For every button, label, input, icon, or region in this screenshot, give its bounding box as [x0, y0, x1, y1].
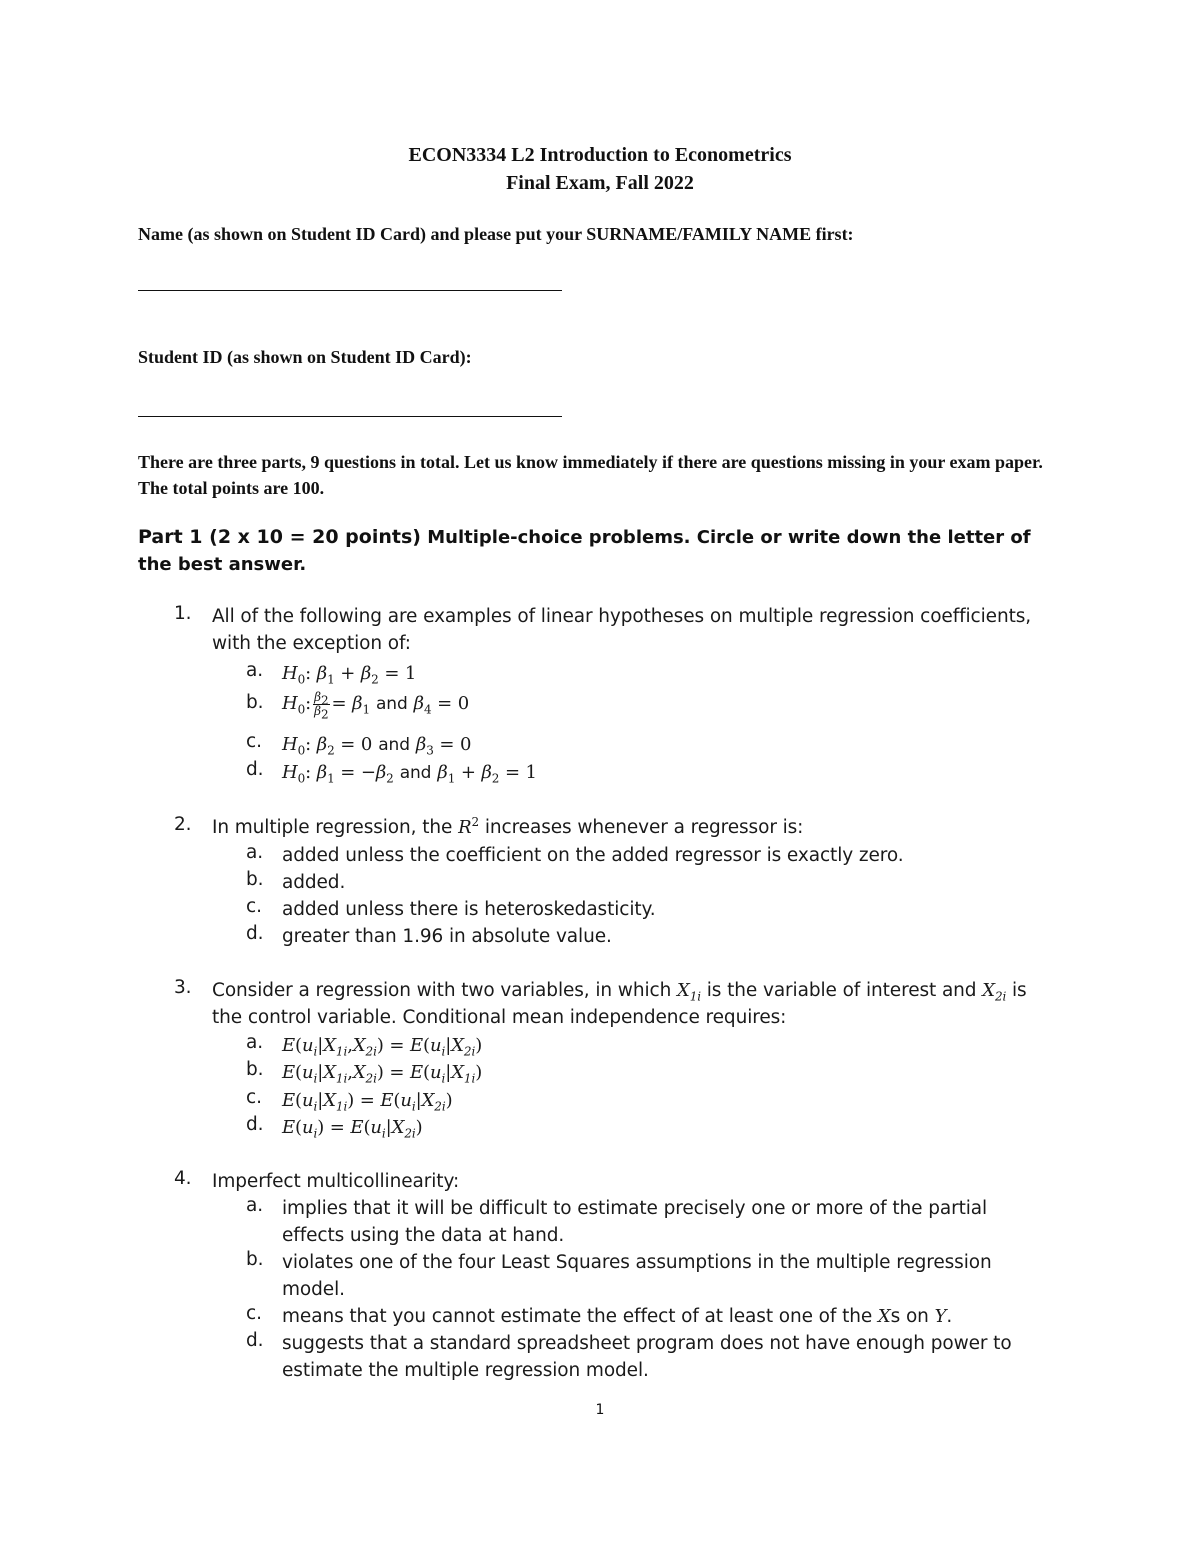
name-prompt: Name (as shown on Student ID Card) and please put your SURNAME/FAMILY NAME first: — [138, 224, 854, 244]
option-letter: a. — [246, 1032, 264, 1053]
question-text: Imperfect multicollinearity: — [212, 1171, 460, 1192]
option-1b-math: $H_0$: $\frac{\beta_2}{\beta_2}$ = $\beta_1$ and $\beta_4 = 0$ — [282, 689, 470, 721]
option-letter: d. — [246, 1330, 264, 1351]
name-blank-line[interactable] — [138, 290, 562, 291]
student-id-prompt: Student ID (as shown on Student ID Card): — [138, 347, 472, 367]
exam-instructions: There are three parts, 9 questions in total. Let us know immediately if there are questions missing in your exam paper. The total points are 100. — [138, 452, 1043, 498]
option-text: added unless there is heteroskedasticity. — [282, 899, 656, 920]
question-number: 2. — [174, 814, 192, 835]
course-title: ECON3334 L2 Introduction to Econometrics — [408, 144, 792, 166]
question-text: In multiple regression, the $R^2$ increases whenever a regressor is: — [212, 815, 804, 838]
option-text: greater than 1.96 in absolute value. — [282, 926, 612, 947]
question-number: 1. — [174, 603, 192, 624]
question-number: 3. — [174, 977, 192, 998]
question-number: 4. — [174, 1168, 192, 1189]
option-letter: c. — [246, 896, 262, 917]
option-text: added. — [282, 872, 346, 893]
and-word: and — [399, 763, 432, 783]
option-3c-math: $E(u_i|X_{1i}) = E(u_i|X_{2i})$ — [282, 1090, 453, 1114]
part1-title: Part 1 (2 x 10 = 20 points) — [138, 526, 421, 548]
option-letter: b. — [246, 869, 264, 890]
page-number: 1 — [595, 1402, 605, 1418]
question-text: All of the following are examples of linear hypotheses on multiple regression coefficients, with the exception of: — [212, 606, 1032, 654]
option-3d-math: $E(u_i) = E(u_i|X_{2i})$ — [282, 1117, 423, 1141]
part1-description: Multiple-choice problems. Circle or write down the letter of the best answer. — [138, 527, 1031, 575]
option-letter: b. — [246, 692, 264, 713]
option-3a-math: $E(u_i|X_{1i},X_{2i}) = E(u_i|X_{2i})$ — [282, 1035, 483, 1059]
option-letter: d. — [246, 759, 264, 780]
option-3b-math: $E(u_i|X_{1i},X_{2i}) = E(u_i|X_{1i})$ — [282, 1062, 483, 1086]
student-id-blank-line[interactable] — [138, 416, 562, 417]
option-letter: d. — [246, 1114, 264, 1135]
option-text: added unless the coefficient on the added regressor is exactly zero. — [282, 845, 904, 866]
and-word: and — [375, 694, 408, 714]
option-letter: a. — [246, 1195, 264, 1216]
option-letter: c. — [246, 1087, 262, 1108]
option-letter: c. — [246, 731, 262, 752]
question-text: Consider a regression with two variables, in which $X_{1i}$ is the variable of interest and $X_{2i}$ is the control variable. Conditional mean independence requires: — [212, 980, 1027, 1028]
option-letter: b. — [246, 1059, 264, 1080]
option-letter: b. — [246, 1249, 264, 1270]
option-letter: c. — [246, 1303, 262, 1324]
option-letter: d. — [246, 923, 264, 944]
option-1c-math: $H_0$: $\beta_2 = 0$ and $\beta_3 = 0$ — [282, 734, 472, 758]
option-letter: a. — [246, 660, 264, 681]
option-text: implies that it will be difficult to estimate precisely one or more of the partial effects using the data at hand. — [282, 1198, 988, 1246]
option-text: suggests that a standard spreadsheet program does not have enough power to estimate the multiple regression model. — [282, 1333, 1012, 1381]
option-1d-math: $H_0$: $\beta_1 = -\beta_2$ and $\beta_1 + \beta_2 = 1$ — [282, 762, 537, 786]
option-text: violates one of the four Least Squares assumptions in the multiple regression model. — [282, 1252, 992, 1300]
part1-heading — [138, 524, 1068, 578]
exam-title: Final Exam, Fall 2022 — [506, 172, 694, 194]
option-1a-math: $H_0$: $\beta_1 + \beta_2 = 1$ — [282, 663, 417, 687]
option-text: means that you cannot estimate the effect of at least one of the Xs on Y. — [282, 1306, 953, 1327]
and-word: and — [378, 735, 410, 755]
option-letter: a. — [246, 842, 264, 863]
